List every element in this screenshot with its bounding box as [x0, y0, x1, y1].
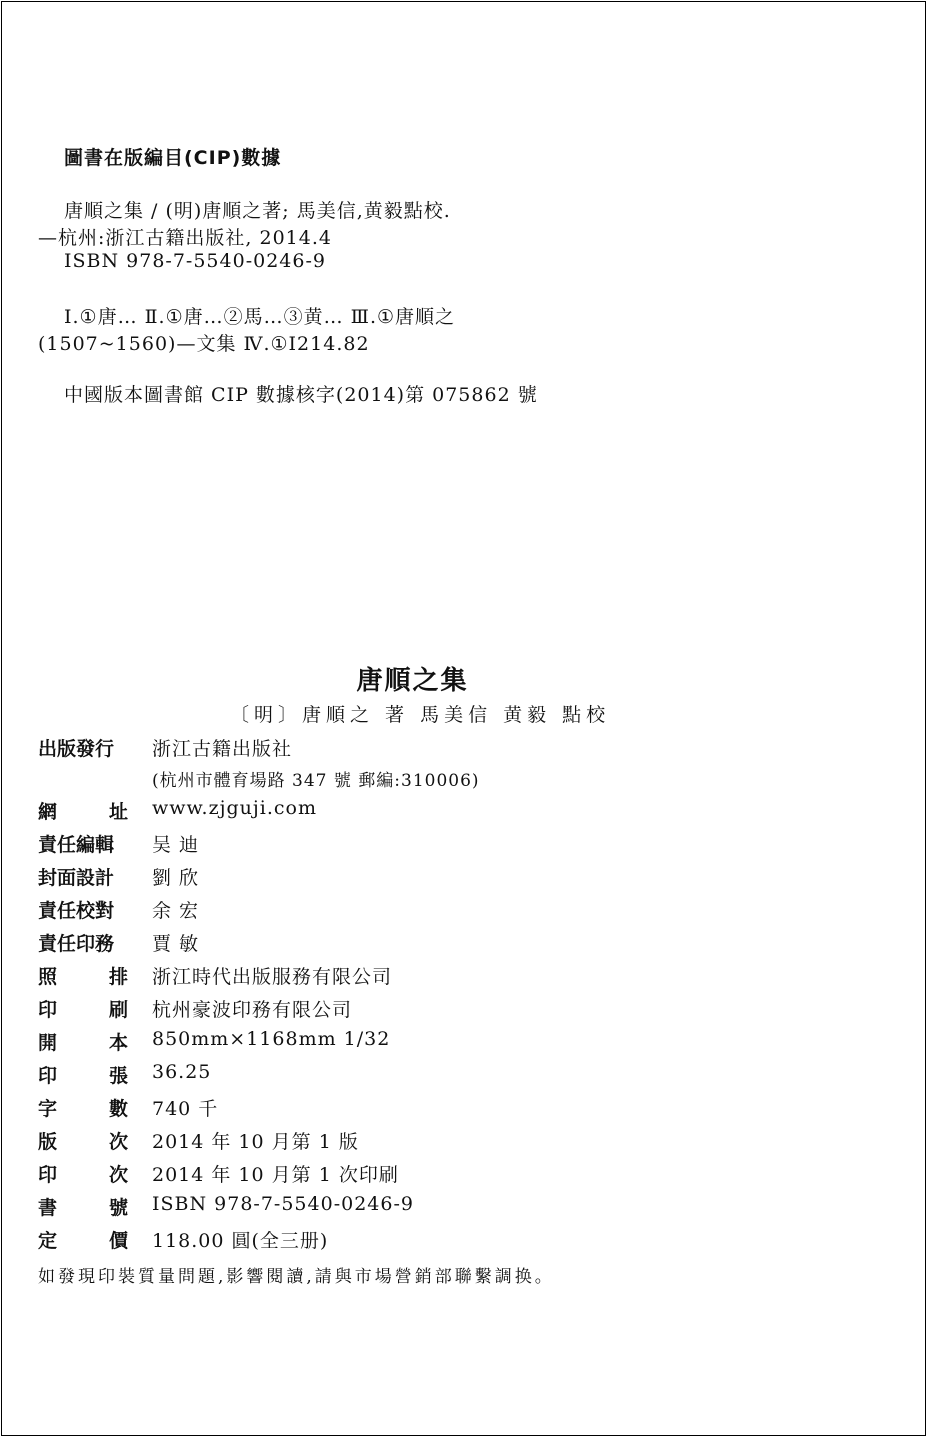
- colophon-label: 定 價: [38, 1230, 128, 1252]
- colophon-value: 740 千: [152, 1098, 219, 1120]
- colophon-label: 印 刷: [38, 999, 128, 1021]
- colophon-label: 責任校對: [38, 900, 115, 922]
- colophon-label: 照 排: [38, 966, 128, 988]
- cip-line-2: —杭州:浙江古籍出版社, 2014.4: [38, 227, 332, 249]
- colophon-value: 賈 敏: [152, 933, 200, 955]
- cip-title: 圖書在版編目(CIP)數據: [64, 147, 282, 169]
- quality-notice: 如發現印裝質量問題,影響閱讀,請與市場營銷部聯繫調换。: [38, 1267, 555, 1287]
- colophon-value: 浙江古籍出版社: [152, 738, 293, 760]
- colophon-value: 36.25: [152, 1061, 212, 1083]
- colophon-value: 杭州豪波印務有限公司: [152, 999, 353, 1021]
- colophon-value: 2014 年 10 月第 1 次印刷: [152, 1164, 399, 1186]
- colophon-value: 余 宏: [152, 900, 200, 922]
- colophon-label: 書 號: [38, 1197, 128, 1219]
- colophon-value: 850mm×1168mm 1/32: [152, 1028, 391, 1050]
- colophon-label: 封面設計: [38, 867, 115, 889]
- website-link[interactable]: www.zjguji.com: [152, 797, 317, 819]
- colophon-label: 責任印務: [38, 933, 115, 955]
- colophon-value: 劉 欣: [152, 867, 200, 889]
- book-title: 唐順之集: [356, 666, 469, 696]
- publisher-address: (杭州市體育場路 347 號 郵編:310006): [152, 771, 480, 791]
- cip-line-1: 唐順之集 / (明)唐順之著; 馬美信,黄毅點校.: [64, 200, 451, 222]
- cip-line-3: ISBN 978-7-5540-0246-9: [64, 250, 326, 272]
- cip-line-5: (1507~1560)—文集 Ⅳ.①I214.82: [38, 333, 370, 355]
- colophon-label: 出版發行: [38, 738, 115, 760]
- colophon-value: 118.00 圓(全三册): [152, 1230, 329, 1252]
- colophon-label: 印 次: [38, 1164, 128, 1186]
- colophon-label: 網 址: [38, 801, 128, 823]
- book-byline: 〔明〕唐順之 著 馬美信 黄毅 點校: [230, 704, 611, 726]
- colophon-value: ISBN 978-7-5540-0246-9: [152, 1193, 414, 1215]
- colophon-value: 吴 迪: [152, 834, 200, 856]
- colophon-label: 字 數: [38, 1098, 128, 1120]
- cip-line-6: 中國版本圖書館 CIP 數據核字(2014)第 075862 號: [64, 384, 538, 406]
- colophon-value: 2014 年 10 月第 1 版: [152, 1131, 359, 1153]
- colophon-label: 印 張: [38, 1065, 128, 1087]
- colophon-label: 責任編輯: [38, 834, 115, 856]
- colophon-value: 浙江時代出版服務有限公司: [152, 966, 393, 988]
- colophon-label: 版 次: [38, 1131, 128, 1153]
- cip-line-4: Ⅰ.①唐… Ⅱ.①唐…②馬…③黄… Ⅲ.①唐順之: [64, 306, 456, 328]
- colophon-label: 開 本: [38, 1032, 128, 1054]
